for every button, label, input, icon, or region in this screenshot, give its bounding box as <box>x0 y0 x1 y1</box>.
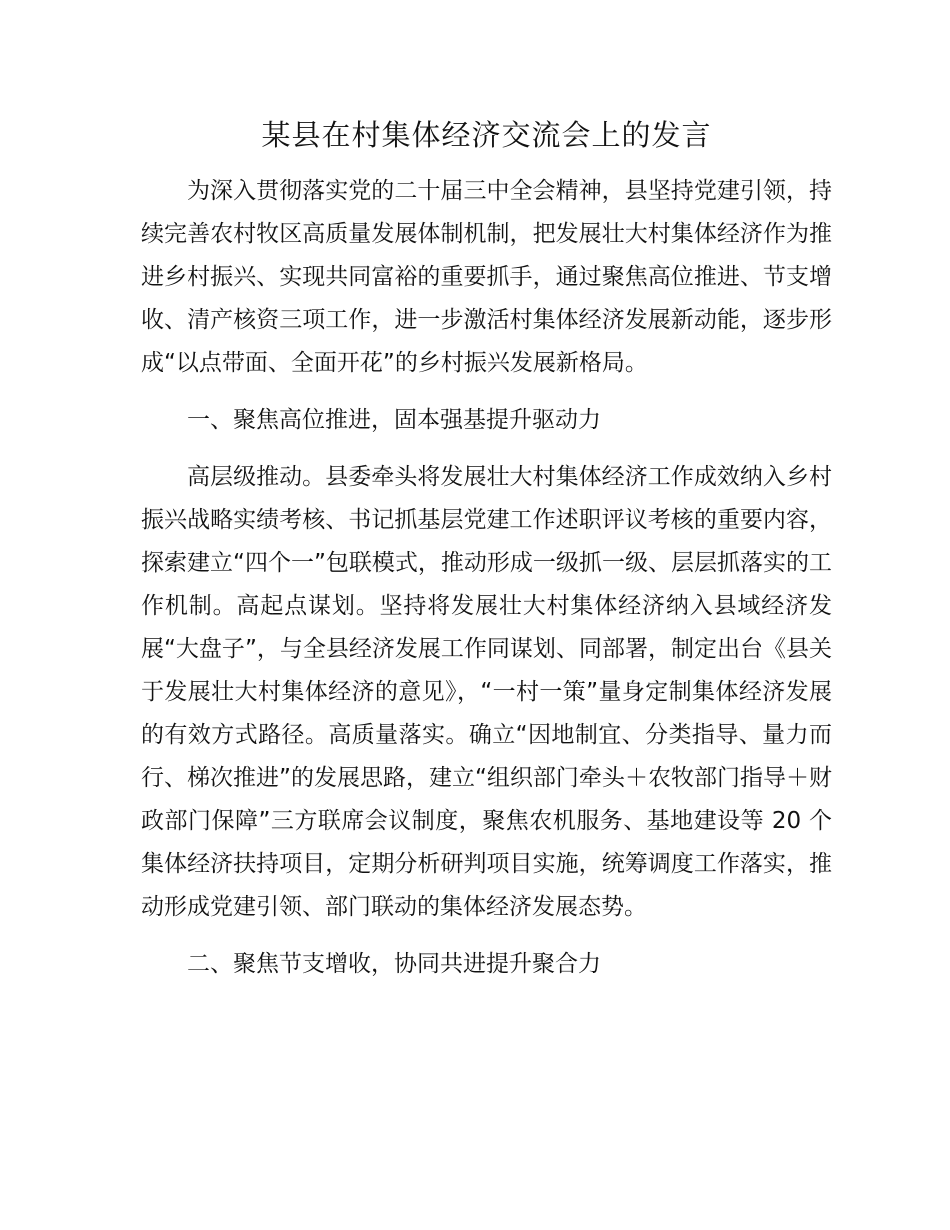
document-title: 某县在村集体经济交流会上的发言 <box>261 118 712 152</box>
section-heading-2: 二、聚焦节支增收，协同共进提升聚合力 <box>187 951 601 977</box>
intro-paragraph: 为深入贯彻落实党的二十届三中全会精神，县坚持党建引领，持续完善农村牧区高质量发展体制机制，把发展壮大村集体经济作为推进乡村振兴、实现共同富裕的重要抓手，通过聚焦高位推进、节支增收、清产核资三项工作，进一步激活村集体经济发展新动能，逐步形成“以点带面、全面开花”的乡村振兴发展新格局。 <box>141 178 832 376</box>
section-1-body: 高层级推动。县委牵头将发展壮大村集体经济工作成效纳入乡村振兴战略实绩考核、书记抓基层党建工作述职评议考核的重要内容，探索建立“四个一”包联模式，推动形成一级抓一级、层层抓落实的工作机制。高起点谋划。坚持将发展壮大村集体经济纳入县域经济发展“大盘子”，与全县经济发展工作同谋划、同部署，制定出台《县关于发展壮大村集体经济的意见》，“一村一策”量身定制集体经济发展的有效方式路径。高质量落实。确立“因地制宜、分类指导、量力而行、梯次推进”的发展思路，建立“组织部门牵头＋农牧部门指导＋财政部门保障”三方联席会议制度，聚焦农机服务、基地建设等 20 个集体经济扶持项目，定期分析研判项目实施，统筹调度工作落实，推动形成党建引领、部门联动的集体经济发展态势。 <box>141 464 832 920</box>
section-heading-1: 一、聚焦高位推进，固本强基提升驱动力 <box>187 407 601 433</box>
